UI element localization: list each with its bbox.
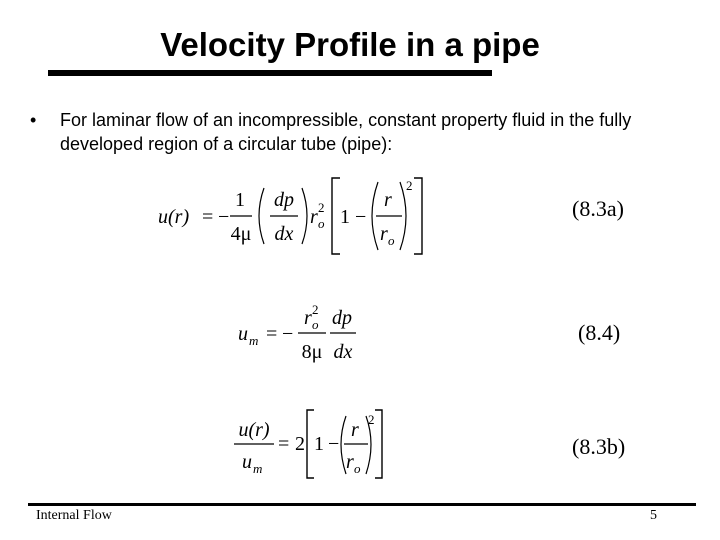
eq1-lhs: u(r) (158, 206, 190, 228)
equation-8-3b (228, 404, 388, 484)
eq1-frac-den: r (380, 223, 388, 245)
equation-8-4 (232, 300, 372, 368)
eq2-equals: = (266, 323, 278, 345)
title-underline (48, 70, 492, 76)
eq1-r: r (310, 206, 318, 228)
bullet-text: For laminar flow of an incompressible, constant property fluid in the fully developed region of a circular tube (pipe): (60, 110, 632, 154)
eq2-den: 8μ (301, 341, 323, 363)
eq1-minus: − (218, 206, 230, 228)
eq1-deriv-den: dx (274, 223, 294, 245)
eq2-minus: − (282, 323, 294, 345)
eq1-inner-minus: − (355, 206, 367, 228)
eq1-outer-exp: 2 (406, 178, 413, 193)
equation-8-3a (150, 168, 440, 264)
footer-page-number: 5 (650, 508, 657, 523)
eq1-frac-num: r (384, 189, 392, 211)
slide-title: Velocity Profile in a pipe (160, 26, 540, 63)
eq3-r-num: r (351, 419, 359, 441)
eq2-deriv-den: dx (333, 341, 353, 363)
eq3-frac-den: u (242, 451, 252, 473)
eq3-frac-num: u(r) (238, 419, 270, 441)
eq1-r-sub: o (318, 216, 325, 231)
eq3-r-den-sub: o (354, 461, 361, 476)
eq1-equals: = (202, 206, 214, 228)
eq2-lhs: u (238, 323, 248, 345)
footer-divider (28, 503, 696, 506)
equation-label-8-3a: (8.3a) (572, 196, 624, 221)
eq3-r-den: r (346, 451, 354, 473)
eq1-coef-num: 1 (235, 189, 245, 211)
eq3-two: 2 (295, 433, 305, 455)
eq1-coef-den: 4μ (230, 223, 252, 245)
eq2-lhs-sub: m (249, 333, 259, 348)
eq1-r-exp: 2 (318, 200, 325, 215)
eq3-frac-den-sub: m (253, 461, 263, 476)
eq3-one: 1 (314, 433, 324, 455)
eq3-outer-exp: 2 (368, 412, 375, 427)
eq2-num-r: r (304, 307, 312, 329)
bullet-marker: • (30, 110, 37, 130)
eq3-equals: = (278, 433, 290, 455)
equation-8-3b-graphic (228, 404, 388, 484)
eq2-num-sub: o (312, 317, 319, 332)
equation-label-8-4: (8.4) (578, 320, 621, 345)
eq1-one: 1 (340, 206, 350, 228)
equation-8-3a-graphic (150, 168, 440, 264)
eq3-inner-minus: − (328, 433, 340, 455)
footer-course-title: Internal Flow (36, 508, 112, 523)
equation-label-8-3b: (8.3b) (572, 434, 626, 459)
eq2-num-exp: 2 (312, 302, 319, 317)
eq2-deriv-num: dp (332, 307, 352, 329)
eq1-frac-den-sub: o (388, 233, 395, 248)
eq1-deriv-num: dp (274, 189, 294, 211)
equation-8-4-graphic (232, 300, 372, 368)
